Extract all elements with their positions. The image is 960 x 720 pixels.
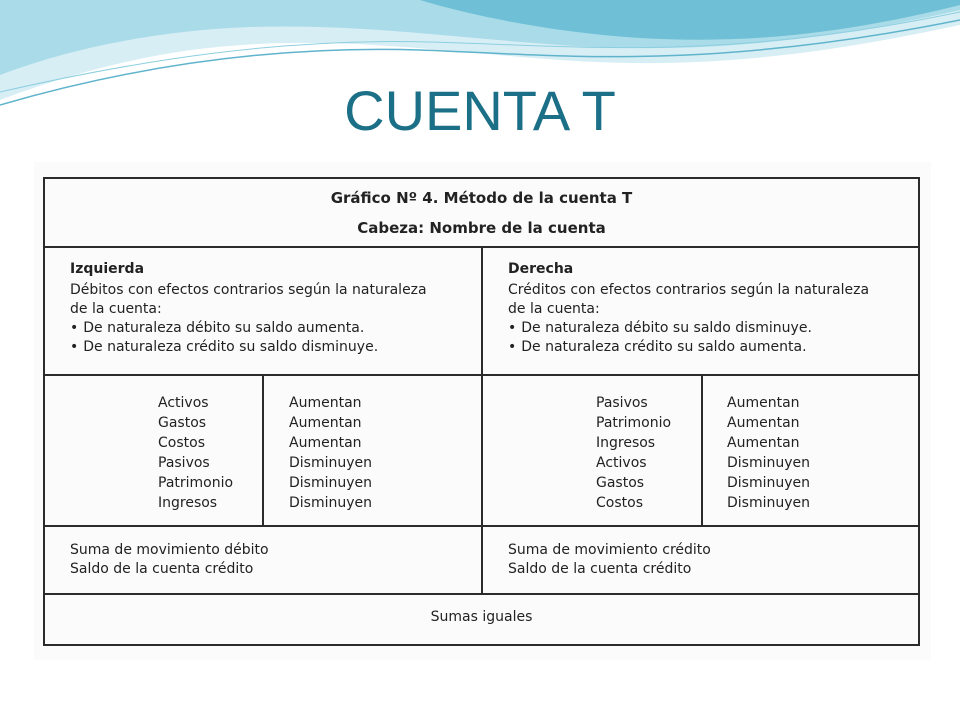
list-item: Activos [596, 455, 647, 471]
list-item: Aumentan [727, 435, 800, 451]
left-effects-list [289, 393, 372, 513]
list-item: Aumentan [289, 395, 362, 411]
footer-row [45, 595, 918, 644]
right-bullet: • De naturaleza débito su saldo disminuye. [508, 319, 869, 338]
list-item: Patrimonio [158, 475, 234, 491]
description-row [45, 248, 918, 376]
right-total-line: Saldo de la cuenta crédito [508, 561, 692, 577]
right-title: Derecha [508, 261, 574, 277]
list-item: Disminuyen [727, 475, 811, 491]
list-item: Costos [158, 435, 205, 451]
list-item: Pasivos [596, 395, 648, 411]
t-account-table [43, 177, 920, 646]
right-totals-cell [483, 527, 920, 593]
right-effects-list [727, 393, 810, 513]
left-bullet: • De naturaleza débito su saldo aumenta. [70, 319, 427, 338]
right-description-line: Créditos con efectos contrarios según la naturaleza [508, 282, 870, 298]
left-description-line: Débitos con efectos contrarios según la naturaleza [70, 282, 427, 298]
list-item: Gastos [158, 415, 207, 431]
list-item: Disminuyen [289, 475, 373, 491]
list-item: Disminuyen [289, 455, 373, 471]
list-item: Aumentan [289, 415, 362, 431]
list-item: Ingresos [158, 495, 218, 511]
list-item: Disminuyen [727, 455, 811, 471]
list-item: Aumentan [289, 435, 362, 451]
list-item: Patrimonio [596, 415, 672, 431]
list-item: Gastos [596, 475, 645, 491]
list-item: Pasivos [158, 455, 210, 471]
footer-text: Sumas iguales [430, 609, 533, 625]
list-item: Aumentan [727, 395, 800, 411]
left-totals-cell [45, 527, 481, 593]
right-bullet: • De naturaleza crédito su saldo aumenta. [508, 338, 869, 357]
totals-row [45, 527, 918, 595]
right-inner-divider [701, 376, 703, 525]
left-total-line: Saldo de la cuenta crédito [70, 561, 254, 577]
right-total-line: Suma de movimiento crédito [508, 542, 711, 558]
slide-title: CUENTA T [344, 79, 616, 142]
left-title: Izquierda [70, 261, 145, 277]
right-description-cell [483, 248, 920, 374]
figure-heading: Gráfico Nº 4. Método de la cuenta T [330, 189, 633, 207]
list-item: Aumentan [727, 415, 800, 431]
right-accounts-list [596, 393, 671, 513]
list-item: Disminuyen [727, 495, 811, 511]
list-item: Activos [158, 395, 209, 411]
center-divider [481, 376, 483, 525]
left-total-line: Suma de movimiento débito [70, 542, 269, 558]
left-inner-divider [262, 376, 264, 525]
figure-subheading: Cabeza: Nombre de la cuenta [357, 219, 606, 237]
left-bullet: • De naturaleza crédito su saldo disminuye. [70, 338, 427, 357]
list-item: Ingresos [596, 435, 656, 451]
accounts-row [45, 376, 918, 527]
left-description-line: de la cuenta: [70, 301, 162, 317]
left-description-cell [45, 248, 481, 374]
left-accounts-list [158, 393, 233, 513]
table-header-row [45, 179, 918, 248]
right-description-line: de la cuenta: [508, 301, 600, 317]
list-item: Disminuyen [289, 495, 373, 511]
list-item: Costos [596, 495, 643, 511]
